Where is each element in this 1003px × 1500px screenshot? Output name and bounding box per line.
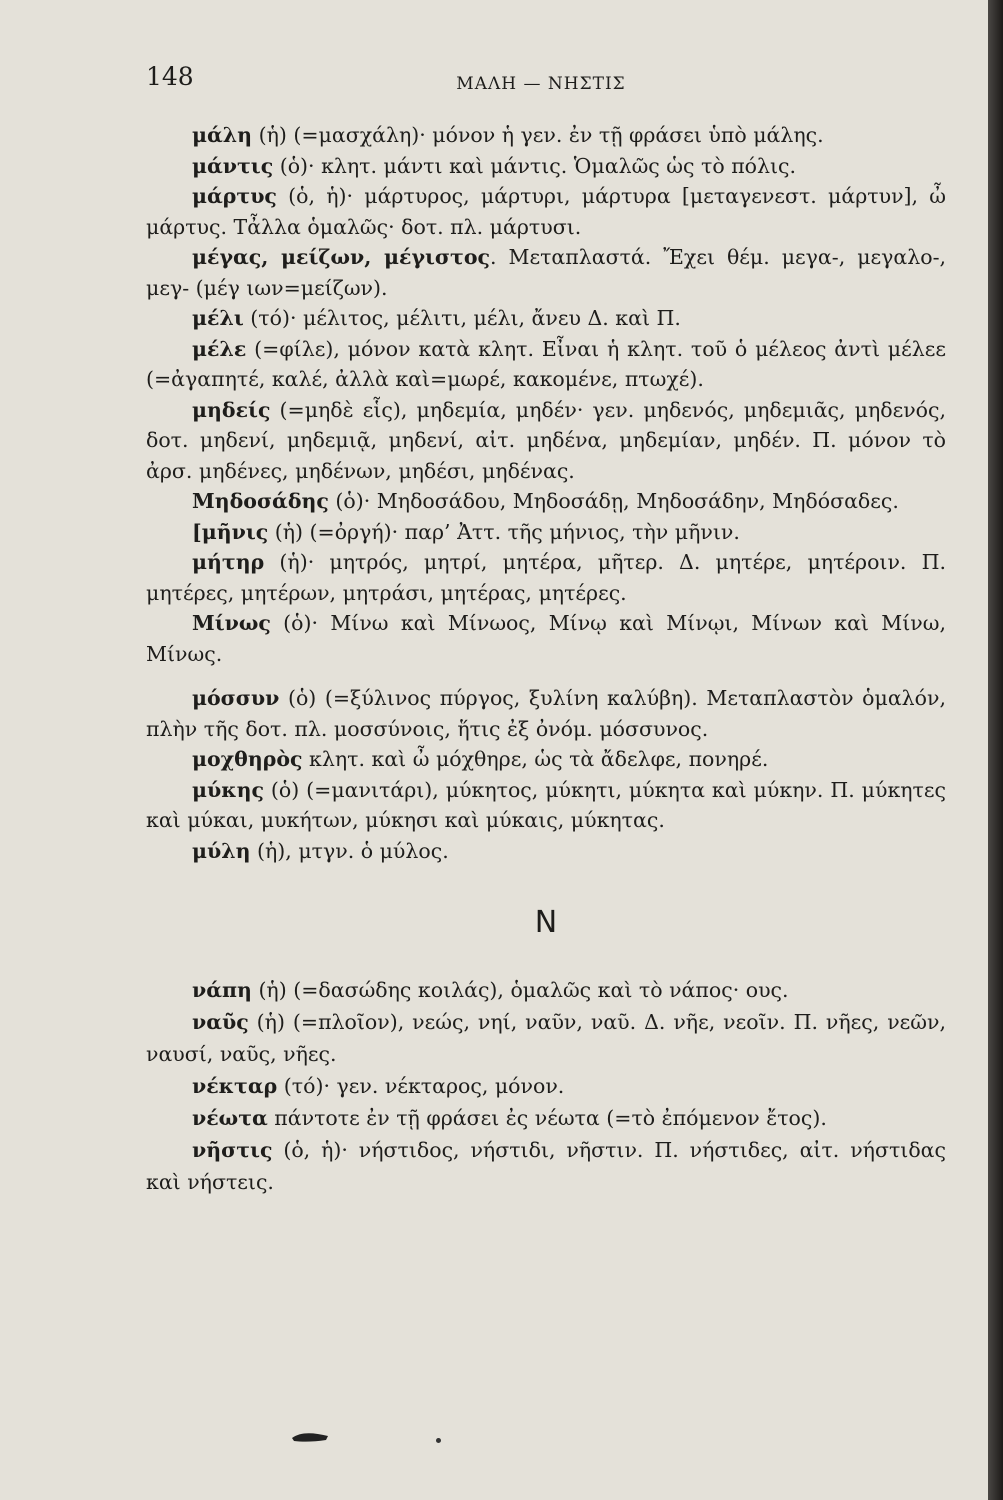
entry-headword: μέγας, μείζων, μέγιστος	[192, 245, 490, 269]
entry-body: (ἡ), μτγν. ὁ μύλος.	[250, 838, 449, 863]
entry-body: (=φίλε), μόνον κατὰ κλητ. Εἶναι ἡ κλητ. τοῦ ὁ μέλεος ἀντὶ μέλεε (=ἀγαπητέ, καλέ, ἀλλὰ καὶ=μωρέ, κακομένε, πτωχέ).	[146, 336, 946, 391]
entry-headword: μέλε	[192, 336, 247, 361]
dictionary-entry	[146, 836, 946, 867]
entry-headword: Μίνως	[192, 611, 271, 635]
ink-dot	[436, 1438, 441, 1443]
entry-body: (ἡ)· μητρός, μητρί, μητέρα, μῆτερ. Δ. μητέρε, μητέροιν. Π. μητέρες, μητέρων, μητράσι, μητέρας, μητέρες.	[146, 550, 946, 605]
running-head: ΜΑΛΗ — ΝΗΣΤΙΣ	[456, 74, 626, 94]
dictionary-entry	[146, 974, 946, 1006]
entry-headword: μύκης	[192, 777, 264, 802]
entry-headword: μήτηρ	[192, 550, 265, 574]
dictionary-entry	[146, 608, 946, 669]
entry-body: (ἡ) (=μασχάλη)· μόνον ἡ γεν. ἐν τῇ φράσει ὑπὸ μάλης.	[252, 123, 824, 147]
dictionary-entry	[146, 334, 946, 395]
dictionary-entry	[146, 151, 946, 182]
entry-headword: μύλη	[192, 838, 251, 863]
dictionary-entry	[146, 683, 946, 744]
dictionary-entry	[146, 517, 946, 548]
entry-body: (ἡ) (=ὀργή)· παρ’ Ἀττ. τῆς μήνιος, τὴν μῆνιν.	[268, 519, 740, 544]
entry-headword: μηδείς	[192, 397, 271, 422]
section-letter: N	[534, 905, 558, 940]
entry-headword: νῆστις	[192, 1138, 273, 1162]
dictionary-text	[146, 120, 946, 1198]
entry-headword: μέλι	[192, 306, 244, 330]
entry-body: (ὁ) (=ξύλινος πύργος, ξυλίνη καλύβη). Μεταπλαστὸν ὁμαλόν, πλὴν τῆς δοτ. πλ. μοσσύνοις, ἥτις ἐξ ὀνόμ. μόσσυνος.	[146, 686, 946, 741]
entry-body: πάντοτε ἐν τῇ φράσει ἐς νέωτα (=τὸ ἐπόμενον ἔτος).	[267, 1106, 827, 1130]
entry-body: (ὁ)· κλητ. μάντι καὶ μάντις. Ὁμαλῶς ὡς τὸ πόλις.	[273, 153, 797, 178]
entry-headword: μάλη	[192, 123, 253, 147]
dictionary-entry	[146, 395, 946, 487]
entry-headword: μάντις	[192, 153, 274, 178]
entry-body: (ὁ, ἡ)· μάρτυρος, μάρτυρι, μάρτυρα [μεταγενεστ. μάρτυν], ὦ μάρτυς. Τἆλλα ὁμαλῶς· δοτ. πλ. μάρτυσι.	[146, 184, 946, 239]
dictionary-entry	[146, 547, 946, 608]
entry-headword: ναῦς	[192, 1010, 249, 1034]
entry-body: (τό)· γεν. νέκταρος, μόνον.	[277, 1074, 565, 1098]
page-number: 148	[146, 62, 194, 91]
dictionary-entry	[146, 1102, 946, 1134]
entry-headword: νέωτα	[192, 1106, 268, 1130]
entry-headword: [μῆνις	[192, 519, 269, 544]
dictionary-entry	[146, 303, 946, 334]
dictionary-entry	[146, 1070, 946, 1102]
entry-body: (=μηδὲ εἷς), μηδεμία, μηδέν· γεν. μηδενός, μηδεμιᾶς, μηδενός, δοτ. μηδενί, μηδεμιᾷ, μηδενί, αἰτ. μηδένα, μηδεμίαν, μηδέν. Π. μόνον τὸ ἀρσ. μηδένες, μηδένων, μηδέσι, μηδένας.	[146, 397, 946, 483]
entry-body: (ἡ) (=δασώδης κοιλάς), ὁμαλῶς καὶ τὸ νάπος· ους.	[251, 978, 789, 1002]
dictionary-entry	[146, 242, 946, 303]
page-header	[146, 62, 936, 102]
dictionary-entry	[146, 1134, 946, 1198]
dictionary-entry	[146, 775, 946, 836]
dictionary-entry	[146, 744, 946, 775]
dictionary-entry	[146, 181, 946, 242]
entry-body: (τό)· μέλιτος, μέλιτι, μέλι, ἄνευ Δ. καὶ Π.	[243, 306, 681, 330]
entry-body: (ὁ)· Μηδοσάδου, Μηδοσάδῃ, Μηδοσάδην, Μηδόσαδες.	[328, 489, 899, 513]
entry-headword: μόσσυν	[192, 686, 280, 710]
entry-body: κλητ. καὶ ὦ μόχθηρε, ὡς τὰ ἄδελφε, πονηρέ.	[302, 747, 769, 771]
entry-body: . Μεταπλαστά. Ἔχει θέμ. μεγα-, μεγαλο-, μεγ- (μέγ ιων=μείζων).	[146, 245, 947, 300]
entry-headword: νάπη	[192, 978, 252, 1002]
entries-m	[146, 120, 946, 866]
entry-body: (ὁ)· Μίνω καὶ Μίνωος, Μίνῳ καὶ Μίνῳι, Μίνων καὶ Μίνω, Μίνως.	[146, 611, 946, 666]
entries-n	[146, 974, 946, 1198]
entry-headword: νέκταρ	[192, 1074, 278, 1098]
dictionary-entry	[146, 486, 946, 517]
ornament-mark	[290, 1430, 330, 1444]
dictionary-entry	[146, 1006, 946, 1070]
entry-body: (ἡ) (=πλοῖον), νεώς, νηί, ναῦν, ναῦ. Δ. νῆε, νεοῖν. Π. νῆες, νεῶν, ναυσί, ναῦς, νῆες.	[146, 1010, 946, 1066]
dictionary-entry	[146, 120, 946, 151]
entry-headword: μάρτυς	[192, 184, 277, 208]
entry-headword: Μηδοσάδης	[192, 489, 329, 513]
page-edge-shadow	[988, 0, 1003, 1500]
entry-headword: μοχθηρὸς	[192, 747, 303, 771]
entry-body: (ὁ) (=μανιτάρι), μύκητος, μύκητι, μύκητα καὶ μύκην. Π. μύκητες καὶ μύκαι, μυκήτων, μύκησι καὶ μύκαις, μύκητας.	[146, 777, 946, 832]
entry-body: (ὁ, ἡ)· νήστιδος, νήστιδι, νῆστιν. Π. νήστιδες, αἰτ. νήστιδας καὶ νήστεις.	[146, 1138, 946, 1194]
